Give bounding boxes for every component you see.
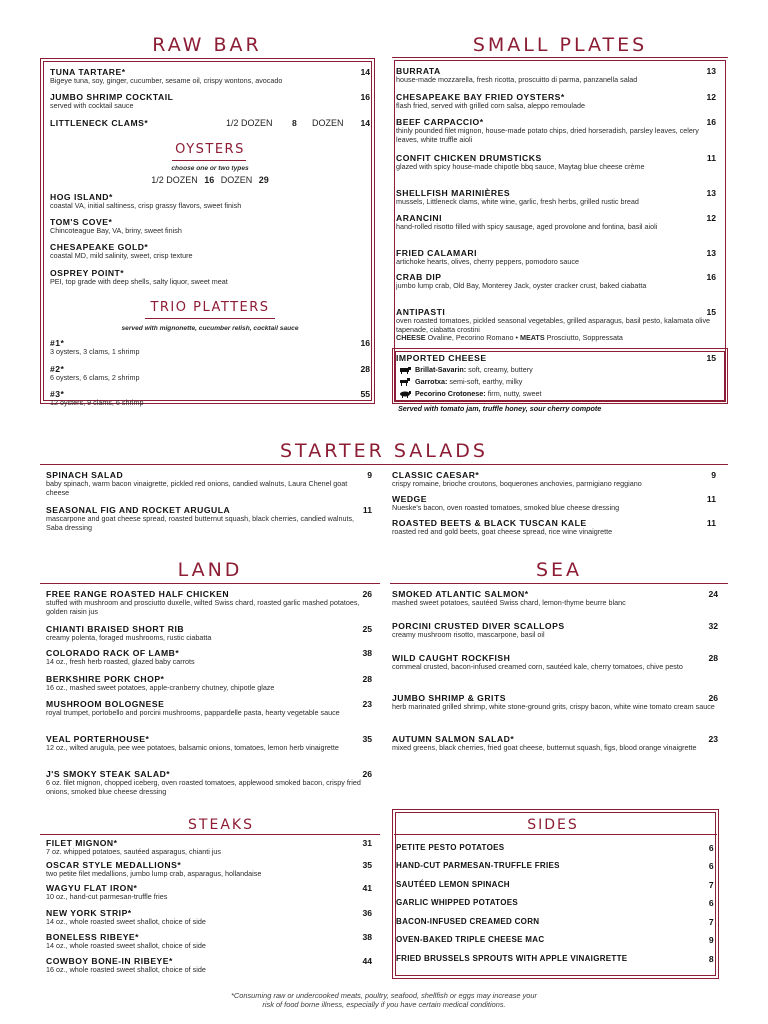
trio-2 <box>50 364 370 383</box>
oysters-dozen-label: DOZEN <box>220 175 253 185</box>
antipasti-bullet: • <box>515 333 518 343</box>
land-title: LAND <box>177 559 243 581</box>
steaks-rule <box>40 834 380 835</box>
side-item <box>396 861 714 871</box>
item-name: CRAB DIP <box>396 272 442 282</box>
item-price: 12 <box>706 213 716 223</box>
side-name: PETITE PESTO POTATOES <box>396 843 505 852</box>
item-price: 11 <box>706 494 716 504</box>
item-price: 24 <box>708 589 718 599</box>
land-veal-porterhouse <box>46 734 372 753</box>
item-price: 35 <box>362 734 372 744</box>
goat-icon <box>398 378 412 386</box>
side-item <box>396 898 714 908</box>
land-short-rib <box>46 624 372 643</box>
sea-rule <box>390 583 728 584</box>
item-desc: 14 oz., whole roasted sweet shallot, choice of side <box>46 917 206 926</box>
oysters-dozen-price: 29 <box>258 175 269 185</box>
side-item <box>396 954 714 964</box>
steaks-title: STEAKS <box>188 817 254 833</box>
item-name: CLASSIC CAESAR* <box>392 470 480 480</box>
trio-1 <box>50 338 370 357</box>
item-name: CHESAPEAKE BAY FRIED OYSTERS* <box>396 92 565 102</box>
item-price: 35 <box>362 860 372 870</box>
starter-salads-title: STARTER SALADS <box>280 440 488 462</box>
raw-item-jumbo-shrimp <box>50 92 370 111</box>
land-rack-of-lamb <box>46 648 372 667</box>
oyster-hog-island <box>50 192 370 211</box>
trio-3 <box>50 389 370 408</box>
item-name: ANTIPASTI <box>396 307 446 317</box>
item-price: 38 <box>362 648 372 658</box>
side-name: SAUTÉED LEMON SPINACH <box>396 880 510 889</box>
item-price: 38 <box>362 932 372 942</box>
item-desc: roasted red and gold beets, goat cheese spread, rice wine vinaigrette <box>392 527 613 536</box>
cow-icon <box>398 366 412 374</box>
item-desc: flash fried, served with grilled corn salsa, aleppo remoulade <box>396 101 585 110</box>
item-desc: 6 oz. filet mignon, chopped iceberg, oven roasted tomatoes, applewood smoked bacon, crispy fried onions, smoked blue cheese dressing <box>46 778 361 796</box>
item-name: SEASONAL FIG AND ROCKET ARUGULA <box>46 505 231 515</box>
clams-half-price: 8 <box>292 118 297 128</box>
steak-oscar-medallions <box>46 860 372 879</box>
item-name: FREE RANGE ROASTED HALF CHICKEN <box>46 589 230 599</box>
item-desc: stuffed with mushroom and prosciutto duxelle, wilted Swiss chard, roasted garlic mashed potatoes, golden raisin jus <box>46 598 360 616</box>
steak-new-york-strip <box>46 908 372 927</box>
sp-arancini <box>396 213 716 232</box>
cheese-name: Pecorino Crotonese: <box>415 389 486 398</box>
item-price: 12 <box>706 92 716 102</box>
side-price: 6 <box>708 861 714 871</box>
side-price: 6 <box>708 843 714 853</box>
oyster-osprey-point <box>50 268 370 287</box>
item-name: OSPREY POINT* <box>50 268 125 278</box>
side-price: 8 <box>708 954 714 964</box>
item-name: JUMBO SHRIMP COCKTAIL <box>50 92 174 102</box>
antipasti-cheese: Ovaline, Pecorino Romano <box>427 333 514 343</box>
item-price: 16 <box>706 117 716 127</box>
side-name: OVEN-BAKED TRIPLE CHEESE MAC <box>396 935 545 944</box>
item-name: WAGYU FLAT IRON* <box>46 883 138 893</box>
item-desc: coastal MD, mild salinity, sweet, crisp texture <box>50 251 193 260</box>
raw-bar-title: RAW BAR <box>152 34 262 56</box>
side-name: BACON-INFUSED CREAMED CORN <box>396 917 540 926</box>
item-name: IMPORTED CHEESE <box>396 353 487 363</box>
cheese-brillat <box>398 365 533 374</box>
antipasti-meats: Prosciutto, Soppressata <box>546 333 623 343</box>
oysters-title: OYSTERS <box>175 142 245 157</box>
item-name: TOM'S COVE* <box>50 217 113 227</box>
item-name: CHIANTI BRAISED SHORT RIB <box>46 624 185 634</box>
salad-spinach <box>46 470 372 497</box>
sea-smoked-salmon <box>392 589 718 608</box>
item-desc: Bigeye tuna, soy, ginger, cucumber, sesame oil, crispy wontons, avocado <box>50 76 283 85</box>
item-name: #3* <box>50 389 65 399</box>
item-desc: 14 oz., fresh herb roasted, glazed baby carrots <box>46 657 195 666</box>
land-half-chicken <box>46 589 372 616</box>
item-desc: oven roasted tomatoes, pickled seasonal vegetables, grilled asparagus, basil pesto, kalamata olive tapenade, ciabatta crostini <box>396 316 711 334</box>
item-price: 14 <box>360 67 370 77</box>
steak-boneless-ribeye <box>46 932 372 951</box>
item-desc: 14 oz., whole roasted sweet shallot, choice of side <box>46 941 206 950</box>
item-name: MUSHROOM BOLOGNESE <box>46 699 165 709</box>
item-price: 26 <box>362 589 372 599</box>
steak-wagyu-flat-iron <box>46 883 372 902</box>
side-name: FRIED BRUSSELS SPROUTS WITH APPLE VINAIGRETTE <box>396 954 628 963</box>
sp-antipasti <box>396 307 716 343</box>
side-name: HAND-CUT PARMESAN-TRUFFLE FRIES <box>396 861 560 870</box>
cheese-note: Served with tomato jam, truffle honey, sour cherry compote <box>398 404 602 413</box>
item-name: COLORADO RACK OF LAMB* <box>46 648 180 658</box>
sides-rule <box>394 834 717 835</box>
item-name: WILD CAUGHT ROCKFISH <box>392 653 511 663</box>
item-name: JUMBO SHRIMP & GRITS <box>392 693 506 703</box>
item-price: 11 <box>362 505 372 515</box>
item-desc: coastal VA, initial saltiness, crisp grassy flavors, sweet finish <box>50 201 242 210</box>
item-price: 23 <box>708 734 718 744</box>
sea-shrimp-grits <box>392 693 718 712</box>
salad-fig-arugula <box>46 505 372 532</box>
item-desc: crispy romaine, brioche croutons, boquerones anchovies, parmigiano reggiano <box>392 479 642 488</box>
salad-wedge <box>392 494 716 513</box>
item-name: #1* <box>50 338 65 348</box>
item-desc: 16 oz., whole roasted sweet shallot, choice of side <box>46 965 206 974</box>
side-item <box>396 880 714 890</box>
sea-diver-scallops <box>392 621 718 640</box>
side-price: 6 <box>708 898 714 908</box>
item-price: 11 <box>706 518 716 528</box>
sp-shellfish-marinieres <box>396 188 716 207</box>
sp-burrata <box>396 66 716 85</box>
cheese-desc: firm, nutty, sweet <box>487 389 542 398</box>
oysters-half-label: 1/2 DOZEN <box>151 175 198 185</box>
sea-title: SEA <box>535 559 583 581</box>
item-desc: royal trumpet, portobello and porcini mushrooms, pappardelle pasta, hearty vegetable sauce <box>46 708 340 717</box>
item-name: CONFIT CHICKEN DRUMSTICKS <box>396 153 542 163</box>
oysters-rule <box>172 160 246 161</box>
side-price: 7 <box>708 917 714 927</box>
item-name: NEW YORK STRIP* <box>46 908 132 918</box>
item-name: VEAL PORTERHOUSE* <box>46 734 150 744</box>
item-price: 25 <box>362 624 372 634</box>
item-name: BURRATA <box>396 66 441 76</box>
item-name: SPINACH SALAD <box>46 470 124 480</box>
item-name: TUNA TARTARE* <box>50 67 126 77</box>
item-desc: Nueske's bacon, oven roasted tomatoes, smoked blue cheese dressing <box>392 503 620 512</box>
item-desc: PEI, top grade with deep shells, salty liquor, sweet meat <box>50 277 228 286</box>
item-price: 55 <box>360 389 370 399</box>
clams-dozen-price: 14 <box>360 118 370 128</box>
clams-dozen-label: DOZEN <box>312 118 344 128</box>
trio-note: served with mignonette, cucumber relish, cocktail sauce <box>121 325 299 332</box>
side-price: 7 <box>708 880 714 890</box>
item-price: 28 <box>362 674 372 684</box>
sheep-icon <box>398 390 412 398</box>
item-name: COWBOY BONE-IN RIBEYE* <box>46 956 173 966</box>
item-desc: mashed sweet potatoes, sautéed Swiss chard, lemon-thyme beurre blanc <box>392 598 626 607</box>
item-desc: two petite filet medallions, jumbo lump crab, asparagus, hollandaise <box>46 869 262 878</box>
item-price: 9 <box>711 470 716 480</box>
small-plates-rule <box>392 57 728 58</box>
item-price: 13 <box>706 188 716 198</box>
antipasti-meats-label: MEATS <box>520 333 545 343</box>
steak-filet-mignon <box>46 838 372 857</box>
oyster-chesapeake-gold <box>50 242 370 261</box>
item-price: 11 <box>706 153 716 163</box>
trio-rule <box>145 318 275 319</box>
item-name: BEEF CARPACCIO* <box>396 117 484 127</box>
item-price: 28 <box>360 364 370 374</box>
item-price: 26 <box>362 769 372 779</box>
item-desc: mascarpone and goat cheese spread, roasted butternut squash, black cherries, candied walnuts, Saba dressing <box>46 514 355 532</box>
land-mushroom-bolognese <box>46 699 372 718</box>
cheese-name: Brillat-Savarin: <box>415 365 467 374</box>
item-name: BERKSHIRE PORK CHOP* <box>46 674 165 684</box>
trio-title: TRIO PLATTERS <box>150 300 270 315</box>
item-name: #2* <box>50 364 65 374</box>
sides-title: SIDES <box>527 817 579 833</box>
item-name: SHELLFISH MARINIÈRES <box>396 188 511 198</box>
item-price: 16 <box>360 338 370 348</box>
sp-crab-dip <box>396 272 716 291</box>
item-name: FRIED CALAMARI <box>396 248 477 258</box>
item-desc: 6 oysters, 6 clams, 2 shrimp <box>50 373 140 382</box>
oyster-toms-cove <box>50 217 370 236</box>
side-item <box>396 843 714 853</box>
land-pork-chop <box>46 674 372 693</box>
item-price: 41 <box>362 883 372 893</box>
item-desc: house-made mozzarella, fresh ricotta, proscuitto di parma, panzanella salad <box>396 75 638 84</box>
item-name: ROASTED BEETS & BLACK TUSCAN KALE <box>392 518 587 528</box>
item-name: FILET MIGNON* <box>46 838 118 848</box>
item-name: ARANCINI <box>396 213 443 223</box>
item-desc: 10 oz., hand-cut parmesan-truffle fries <box>46 892 168 901</box>
item-price: 13 <box>706 248 716 258</box>
cheese-garrotxa <box>398 377 522 386</box>
clams-half-label: 1/2 DOZEN <box>226 118 273 128</box>
item-desc: 12 oysters, 9 clams, 6 shrimp <box>50 398 144 407</box>
item-desc: jumbo lump crab, Old Bay, Monterey Jack, oyster cracker crust, baked ciabatta <box>396 281 647 290</box>
oysters-note: choose one or two types <box>171 165 249 172</box>
item-price: 9 <box>367 470 372 480</box>
item-price: 32 <box>708 621 718 631</box>
steak-cowboy-ribeye <box>46 956 372 975</box>
cheese-desc: soft, creamy, buttery <box>468 365 533 374</box>
antipasti-extra <box>396 334 716 343</box>
item-price: 15 <box>706 353 716 363</box>
item-desc: served with cocktail sauce <box>50 101 134 110</box>
item-name: J'S SMOKY STEAK SALAD* <box>46 769 171 779</box>
item-name: PORCINI CRUSTED DIVER SCALLOPS <box>392 621 565 631</box>
item-name: WEDGE <box>392 494 427 504</box>
footer-disclaimer <box>40 992 728 1009</box>
item-desc: creamy polenta, foraged mushrooms, rustic ciabatta <box>46 633 212 642</box>
item-name: BONELESS RIBEYE* <box>46 932 140 942</box>
item-desc: 16 oz., mashed sweet potatoes, apple-cranberry chutney, chipotle glaze <box>46 683 275 692</box>
item-desc: hand-rolled risotto filled with spicy sausage, aged provolone and fontina, basil aioli <box>396 222 658 231</box>
item-desc: artichoke hearts, olives, cherry peppers, pomodoro sauce <box>396 257 579 266</box>
item-desc: 3 oysters, 3 clams, 1 shrimp <box>50 347 140 356</box>
item-desc: baby spinach, warm bacon vinaigrette, pickled red onions, candied walnuts, Laura Chenel goat cheese <box>46 479 348 497</box>
salad-beets-kale <box>392 518 716 537</box>
item-name: LITTLENECK CLAMS* <box>50 118 149 128</box>
item-price: 23 <box>362 699 372 709</box>
item-desc: glazed with spicy house-made chipotle bbq sauce, Maytag blue cheese crème <box>396 162 645 171</box>
item-price: 31 <box>362 838 372 848</box>
footer-line-1: *Consuming raw or undercooked meats, poultry, seafood, shellfish or eggs may increase your <box>231 991 537 1000</box>
sea-autumn-salmon-salad <box>392 734 718 753</box>
item-price: 16 <box>360 92 370 102</box>
side-item <box>396 935 714 945</box>
item-desc: creamy mushroom risotto, mascarpone, basil oil <box>392 630 545 639</box>
item-desc: 7 oz. whipped potatoes, sautéed asparagus, chianti jus <box>46 847 222 856</box>
cheese-pecorino <box>398 389 542 398</box>
item-price: 44 <box>362 956 372 966</box>
item-name: CHESAPEAKE GOLD* <box>50 242 149 252</box>
item-name: SMOKED ATLANTIC SALMON* <box>392 589 529 599</box>
side-item <box>396 917 714 927</box>
item-name: AUTUMN SALMON SALAD* <box>392 734 515 744</box>
land-rule <box>40 583 380 584</box>
item-desc: herb marinated grilled shrimp, white stone-ground grits, crispy bacon, white wine tomato cream sauce <box>392 702 715 711</box>
antipasti-cheese-label: CHEESE <box>396 333 426 343</box>
small-plates-title: SMALL PLATES <box>472 34 648 56</box>
item-name: OSCAR STYLE MEDALLIONS* <box>46 860 182 870</box>
side-price: 9 <box>708 935 714 945</box>
item-price: 26 <box>708 693 718 703</box>
item-price: 13 <box>706 66 716 76</box>
item-desc: Chincoteague Bay, VA, briny, sweet finish <box>50 226 182 235</box>
sea-rockfish <box>392 653 718 672</box>
side-name: GARLIC WHIPPED POTATOES <box>396 898 519 907</box>
sp-fried-oysters <box>396 92 716 111</box>
raw-item-clams <box>50 118 370 128</box>
oysters-half-price: 16 <box>204 175 215 185</box>
sp-fried-calamari <box>396 248 716 267</box>
item-name: HOG ISLAND* <box>50 192 113 202</box>
salad-caesar <box>392 470 716 489</box>
item-desc: 12 oz., wilted arugula, pee wee potatoes, balsamic onions, tomatoes, lemon herb vinaigrette <box>46 743 339 752</box>
sp-chicken-drumsticks <box>396 153 716 172</box>
item-price: 15 <box>706 307 716 317</box>
footer-line-2: risk of food borne illness, especially if you have certain medical conditions. <box>262 999 506 1009</box>
land-steak-salad <box>46 769 372 796</box>
item-desc: thinly pounded filet mignon, house-made potato chips, dried horseradish, parsley leaves, celery leaves, white truffle aioli <box>396 126 699 144</box>
item-price: 28 <box>708 653 718 663</box>
cheese-name: Garrotxa: <box>415 377 448 386</box>
item-price: 16 <box>706 272 716 282</box>
item-desc: mussels, Littleneck clams, white wine, garlic, fresh herbs, grilled rustic bread <box>396 197 639 206</box>
sp-beef-carpaccio <box>396 117 716 144</box>
item-desc: mixed greens, black cherries, fried goat cheese, butternut squash, figs, blood orange vinaigrette <box>392 743 697 752</box>
cheese-desc: semi-soft, earthy, milky <box>449 377 523 386</box>
item-price: 36 <box>362 908 372 918</box>
starter-salads-rule <box>40 464 728 465</box>
raw-item-tuna-tartare <box>50 67 370 86</box>
item-desc: cornmeal crusted, bacon-infused creamed corn, sautéed kale, cherry tomatoes, chive pesto <box>392 662 683 671</box>
sp-imported-cheese <box>396 353 716 363</box>
oysters-pricing <box>40 175 380 186</box>
